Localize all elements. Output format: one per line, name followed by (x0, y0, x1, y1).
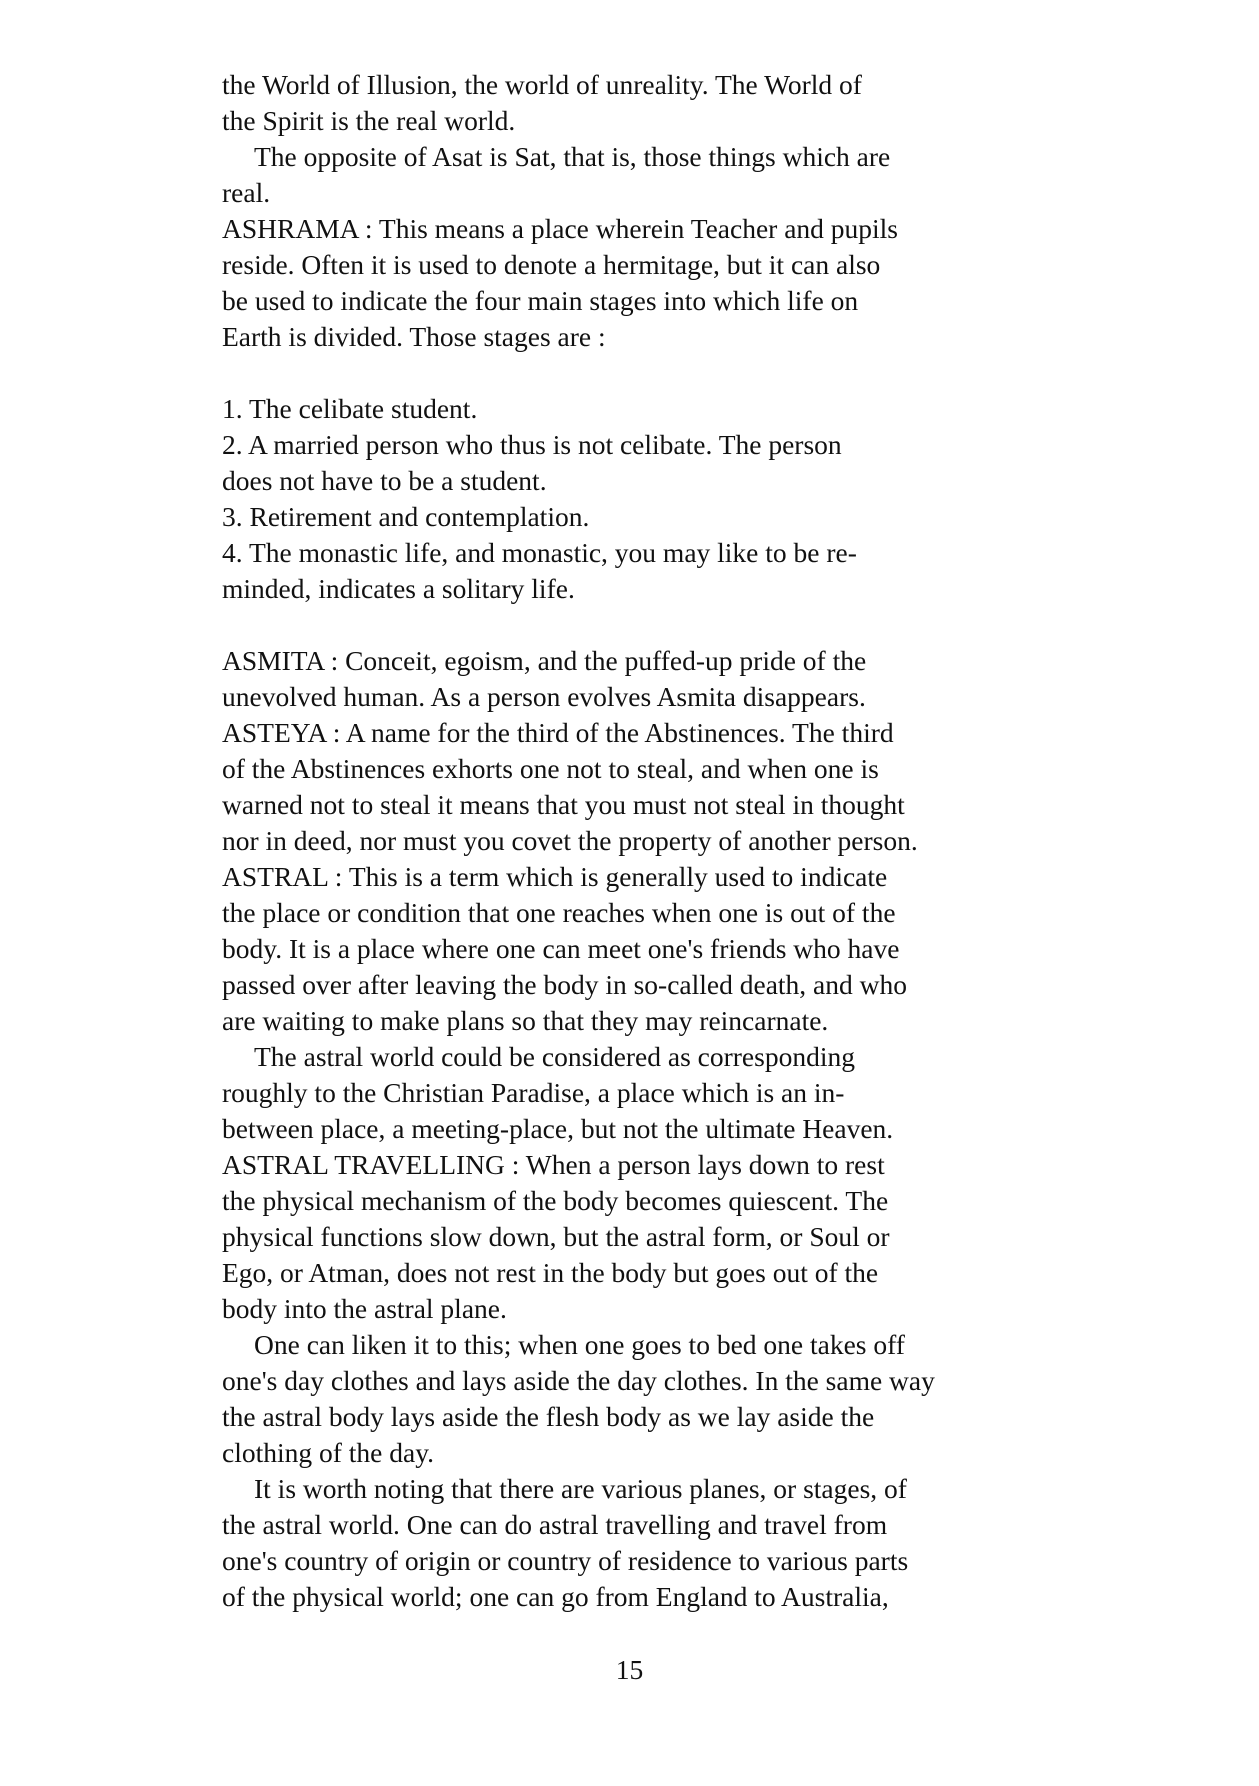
text-line: clothing of the day. (222, 1437, 435, 1468)
page-body-text (222, 67, 1082, 1615)
text-line: the astral body lays aside the flesh body as we lay aside the (222, 1401, 875, 1432)
text-line: the astral world. One can do astral travelling and travel from (222, 1509, 888, 1540)
text-line: real. (222, 177, 271, 208)
list-item: 4. The monastic life, and monastic, you may like to be re- (222, 537, 857, 568)
page-number: 15 (615, 1654, 644, 1685)
text-line: the World of Illusion, the world of unreality. The World of (222, 69, 862, 100)
text-line: the Spirit is the real world. (222, 105, 516, 136)
list-item: 3. Retirement and contemplation. (222, 501, 590, 532)
entry-asmita: ASMITA : Conceit, egoism, and the puffed-up pride of the (222, 645, 867, 676)
text-line: warned not to steal it means that you must not steal in thought (222, 789, 905, 820)
text-line: physical functions slow down, but the astral form, or Soul or (222, 1221, 890, 1252)
text-line: the physical mechanism of the body becomes quiescent. The (222, 1185, 889, 1216)
entry-astral: ASTRAL : This is a term which is generally used to indicate (222, 861, 888, 892)
text-line: between place, a meeting-place, but not the ultimate Heaven. (222, 1113, 894, 1144)
text-line: Ego, or Atman, does not rest in the body but goes out of the (222, 1257, 879, 1288)
list-item: 1. The celibate student. (222, 393, 478, 424)
text-line: It is worth noting that there are various planes, or stages, of (254, 1473, 907, 1504)
text-line: The opposite of Asat is Sat, that is, those things which are (254, 141, 891, 172)
text-line: does not have to be a student. (222, 465, 547, 496)
text-line: reside. Often it is used to denote a hermitage, but it can also (222, 249, 881, 280)
text-line: nor in deed, nor must you covet the property of another person. (222, 825, 918, 856)
text-line: Earth is divided. Those stages are : (222, 321, 606, 352)
text-line: the place or condition that one reaches when one is out of the (222, 897, 896, 928)
paragraph-gap (222, 355, 1082, 391)
text-line: minded, indicates a solitary life. (222, 573, 575, 604)
text-line: of the physical world; one can go from England to Australia, (222, 1581, 889, 1612)
paragraph-gap (222, 607, 1082, 643)
text-line: body. It is a place where one can meet one's friends who have (222, 933, 900, 964)
text-line: passed over after leaving the body in so-called death, and who (222, 969, 907, 1000)
text-line: body into the astral plane. (222, 1293, 507, 1324)
text-line: of the Abstinences exhorts one not to steal, and when one is (222, 753, 879, 784)
text-line: one's day clothes and lays aside the day clothes. In the same way (222, 1365, 935, 1396)
entry-asteya: ASTEYA : A name for the third of the Abstinences. The third (222, 717, 894, 748)
text-line: one's country of origin or country of residence to various parts (222, 1545, 909, 1576)
text-line: One can liken it to this; when one goes to bed one takes off (254, 1329, 905, 1360)
text-line: unevolved human. As a person evolves Asmita disappears. (222, 681, 866, 712)
entry-astral-travelling: ASTRAL TRAVELLING : When a person lays down to rest (222, 1149, 885, 1180)
text-line: are waiting to make plans so that they may reincarnate. (222, 1005, 829, 1036)
entry-ashrama: ASHRAMA : This means a place wherein Teacher and pupils (222, 213, 899, 244)
text-line: roughly to the Christian Paradise, a place which is an in- (222, 1077, 845, 1108)
text-line: The astral world could be considered as corresponding (254, 1041, 855, 1072)
text-line: be used to indicate the four main stages into which life on (222, 285, 859, 316)
list-item: 2. A married person who thus is not celibate. The person (222, 429, 842, 460)
